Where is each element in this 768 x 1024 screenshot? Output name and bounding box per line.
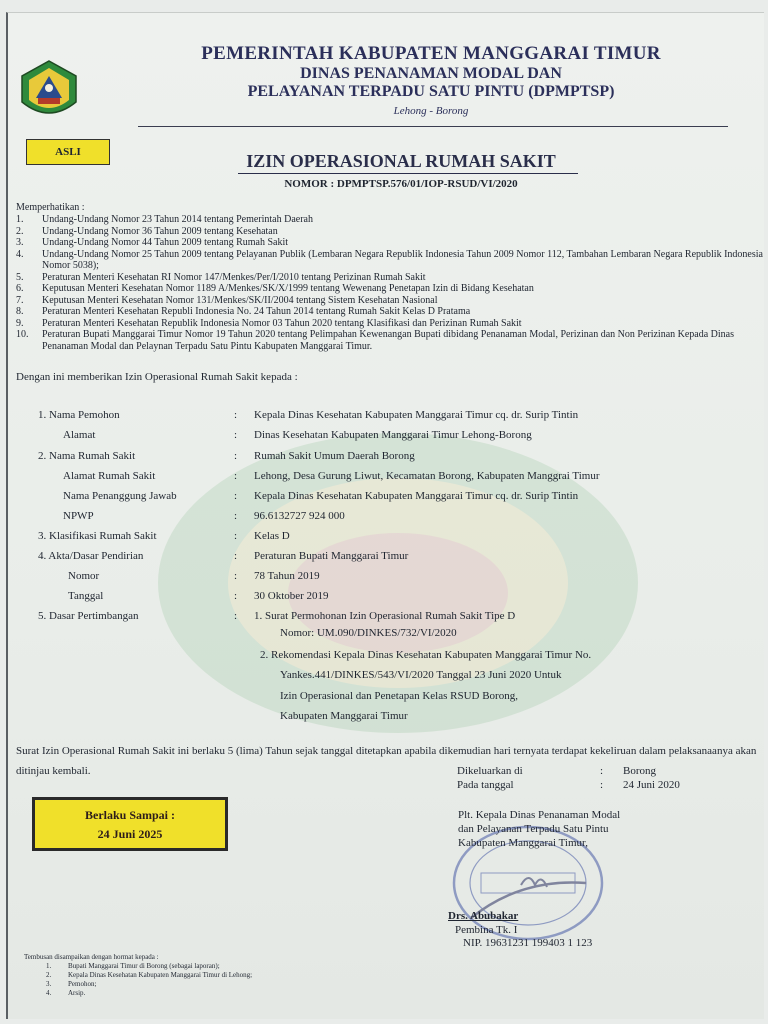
asli-label: ASLI	[26, 139, 110, 165]
valid-until-label: Berlaku Sampai :	[84, 808, 175, 822]
memperhatikan-item	[16, 214, 764, 226]
field-colon: :	[234, 550, 238, 562]
memperhatikan-text: Peraturan Bupati Manggarai Timur Nomor 19 Tahun 2020 tentang Pelimpahan Kewenangan Bupati dibidang Penanaman Modal, Perizinan dan Non Perizinan Kepada Dinas Penanaman Modal dan Pelaynan Terpadu Satu Pintu Kabupaten Manggarai Timur.	[42, 329, 735, 352]
memperhatikan-text: Undang-Undang Nomor 23 Tahun 2014 tentang Pemerintah Daerah	[42, 214, 313, 225]
memperhatikan-number: 4.	[16, 248, 24, 260]
field-value: Lehong, Desa Gurung Liwut, Kecamatan Borong, Kabupaten Manggrai Timur	[254, 470, 600, 482]
tembusan-number: 2.	[46, 971, 52, 979]
memperhatikan-label: Memperhatikan :	[16, 202, 85, 213]
valid-until-badge	[32, 797, 228, 851]
memperhatikan-item	[16, 272, 764, 284]
field-value: Peraturan Bupati Manggarai Timur	[254, 550, 409, 562]
field-colon: :	[234, 490, 238, 502]
field-value: 96.6132727 924 000	[254, 510, 345, 522]
issued-date: 24 Juni 2020	[623, 779, 680, 791]
field-colon: :	[234, 429, 238, 441]
tembusan-text: Bupati Manggarai Timur di Borong (sebagai laporan);	[68, 962, 220, 970]
field-colon: :	[234, 470, 238, 482]
tembusan-section	[24, 953, 252, 998]
signatory-rank: Pembina Tk. I	[455, 924, 518, 936]
field-label: Nomor	[68, 570, 100, 582]
signatory-nip: NIP. 19631231 199403 1 123	[463, 937, 593, 949]
field-colon: :	[234, 590, 238, 602]
field-label: Nama Penanggung Jawab	[63, 490, 177, 502]
memperhatikan-item	[16, 283, 764, 295]
field-colon: :	[234, 530, 238, 542]
field-colon: :	[234, 510, 238, 522]
tembusan-label: Tembusan disampaikan dengan hormat kepada :	[24, 953, 159, 961]
header-divider	[138, 126, 728, 127]
field-value: Kepala Dinas Kesehatan Kabupaten Manggarai Timur cq. dr. Surip Tintin	[254, 409, 579, 421]
dasar-line: Kabupaten Manggarai Timur	[280, 710, 408, 722]
field-colon: :	[234, 450, 238, 462]
validity-statement: Surat Izin Operasional Rumah Sakit ini berlaku 5 (lima) Tahun sejak tanggal ditetapkan apabila dikemudian hari ternyata terdapat kekeliruan dalam pelaksanaanya akan ditinjau kembali.	[16, 745, 757, 777]
memperhatikan-number: 2.	[16, 225, 24, 237]
memperhatikan-text: Keputusan Menteri Kesehatan Nomor 131/Menkes/SK/II/2004 tentang Sistem Kesehatan Nasional	[42, 294, 438, 306]
memperhatikan-text: Undang-Undang Nomor 44 Tahun 2009 tentang Rumah Sakit	[42, 237, 289, 248]
issued-date-label: Pada tanggal	[457, 779, 514, 791]
dasar-line: Nomor: UM.090/DINKES/732/VI/2020	[280, 627, 457, 639]
signatory-name: Drs. Abubakar	[448, 910, 519, 922]
dasar-line: Izin Operasional dan Penetapan Kelas RSUD Borong,	[280, 690, 518, 702]
document-number: NOMOR : DPMPTSP.576/01/IOP-RSUD/VI/2020	[284, 178, 518, 190]
memperhatikan-number: 7.	[16, 294, 24, 306]
field-label: 4. Akta/Dasar Pendirian	[38, 550, 144, 562]
tembusan-item	[24, 980, 252, 989]
header-office-line1: DINAS PENANAMAN MODAL DAN	[300, 65, 562, 82]
memperhatikan-number: 6.	[16, 283, 24, 294]
memperhatikan-text: Peraturan Menteri Kesehatan Republi Indonesia No. 24 Tahun 2014 tentang Rumah Sakit Kelas D Pratama	[42, 306, 471, 317]
memperhatikan-number: 10.	[16, 329, 29, 340]
title-underline	[238, 173, 578, 174]
field-label: Tanggal	[68, 590, 104, 602]
field-label: 5. Dasar Pertimbangan	[38, 610, 139, 622]
memperhatikan-number: 1.	[16, 214, 24, 225]
field-value: Rumah Sakit Umum Daerah Borong	[254, 450, 415, 462]
field-value: Dinas Kesehatan Kabupaten Manggarai Timur Lehong-Borong	[254, 429, 532, 441]
header-location: Lehong - Borong	[393, 105, 469, 117]
field-value: 78 Tahun 2019	[254, 570, 320, 582]
field-label: Alamat Rumah Sakit	[63, 470, 156, 482]
tembusan-item	[24, 962, 252, 971]
issued-colon-1: :	[600, 765, 604, 777]
document-title: IZIN OPERASIONAL RUMAH SAKIT	[246, 151, 556, 171]
field-value: 30 Oktober 2019	[254, 590, 329, 602]
memperhatikan-text: Peraturan Menteri Kesehatan Republik Indonesia Nomor 03 Tahun 2020 tentang Klasifikasi dan Perizinan Rumah Sakit	[42, 317, 522, 329]
memperhatikan-number: 9.	[16, 317, 24, 329]
memperhatikan-text: Peraturan Menteri Kesehatan RI Nomor 147/Menkes/Per/I/2010 tentang Perizinan Rumah Sakit	[42, 271, 426, 283]
memperhatikan-item	[16, 318, 764, 330]
memperhatikan-item	[16, 249, 764, 272]
memperhatikan-text: Keputusan Menteri Kesehatan Nomor 1189 A/Menkes/SK/X/1999 tentang Wewenang Penetapan Izin di Bidang Kesehatan	[42, 283, 534, 294]
field-label: 3. Klasifikasi Rumah Sakit	[38, 530, 157, 542]
signatory-title-1: Plt. Kepala Dinas Penanaman Modal	[458, 809, 621, 821]
memperhatikan-number: 3.	[16, 237, 24, 248]
memperhatikan-number: 8.	[16, 306, 24, 317]
dasar-line: 2. Rekomendasi Kepala Dinas Kesehatan Kabupaten Manggarai Timur No.	[260, 649, 592, 661]
issued-place-label: Dikeluarkan di	[457, 765, 523, 777]
signatory-title-2: dan Pelayanan Terpadu Satu Pintu	[458, 823, 609, 835]
grant-statement: Dengan ini memberikan Izin Operasional Rumah Sakit kepada :	[16, 371, 298, 383]
memperhatikan-list	[16, 214, 764, 352]
valid-until-date: 24 Juni 2025	[97, 827, 163, 841]
document-page	[6, 12, 764, 1019]
tembusan-text: Kepala Dinas Kesehatan Kabupaten Manggarai Timur di Lehong;	[68, 971, 253, 979]
tembusan-text: Pemohon;	[68, 980, 97, 988]
field-colon: :	[234, 610, 238, 622]
memperhatikan-item	[16, 226, 764, 238]
tembusan-item	[24, 971, 252, 980]
issued-colon-2: :	[600, 779, 604, 791]
tembusan-number: 4.	[46, 989, 52, 997]
field-colon: :	[234, 409, 238, 421]
field-label: NPWP	[63, 510, 94, 522]
header-government: PEMERINTAH KABUPATEN MANGGARAI TIMUR	[201, 43, 661, 64]
tembusan-text: Arsip.	[68, 989, 86, 997]
field-value: 1. Surat Permohonan Izin Operasional Rumah Sakit Tipe D	[254, 610, 516, 622]
memperhatikan-item	[16, 295, 764, 307]
field-label: Alamat	[63, 429, 96, 441]
memperhatikan-text: Undang-Undang Nomor 25 Tahun 2009 tentang Pelayanan Publik (Lembaran Negara Republik Indonesia Tahun 2009 Nomor 112, Tambahan Lembaran Negara Republik Indonesia Nomor 5038);	[42, 248, 763, 271]
tembusan-number: 3.	[46, 980, 52, 988]
header-office-line2: PELAYANAN TERPADU SATU PINTU (DPMPTSP)	[247, 83, 615, 100]
issued-place: Borong	[623, 765, 656, 777]
memperhatikan-text: Undang-Undang Nomor 36 Tahun 2009 tentang Kesehatan	[42, 225, 278, 237]
field-label: 1. Nama Pemohon	[38, 409, 120, 421]
tembusan-item	[24, 989, 252, 998]
field-value: Kelas D	[254, 530, 290, 542]
field-colon: :	[234, 570, 238, 582]
memperhatikan-item	[16, 306, 764, 318]
field-label: 2. Nama Rumah Sakit	[38, 450, 136, 462]
tembusan-number: 1.	[46, 962, 52, 970]
memperhatikan-number: 5.	[16, 271, 24, 283]
memperhatikan-item	[16, 237, 764, 249]
field-value: Kepala Dinas Kesehatan Kabupaten Manggarai Timur cq. dr. Surip Tintin	[254, 490, 579, 502]
dasar-line: Yankes.441/DINKES/543/VI/2020 Tanggal 23 Juni 2020 Untuk	[280, 669, 562, 681]
signatory-title-3: Kabupaten Manggarai Timur,	[458, 837, 589, 849]
memperhatikan-item	[16, 329, 764, 352]
